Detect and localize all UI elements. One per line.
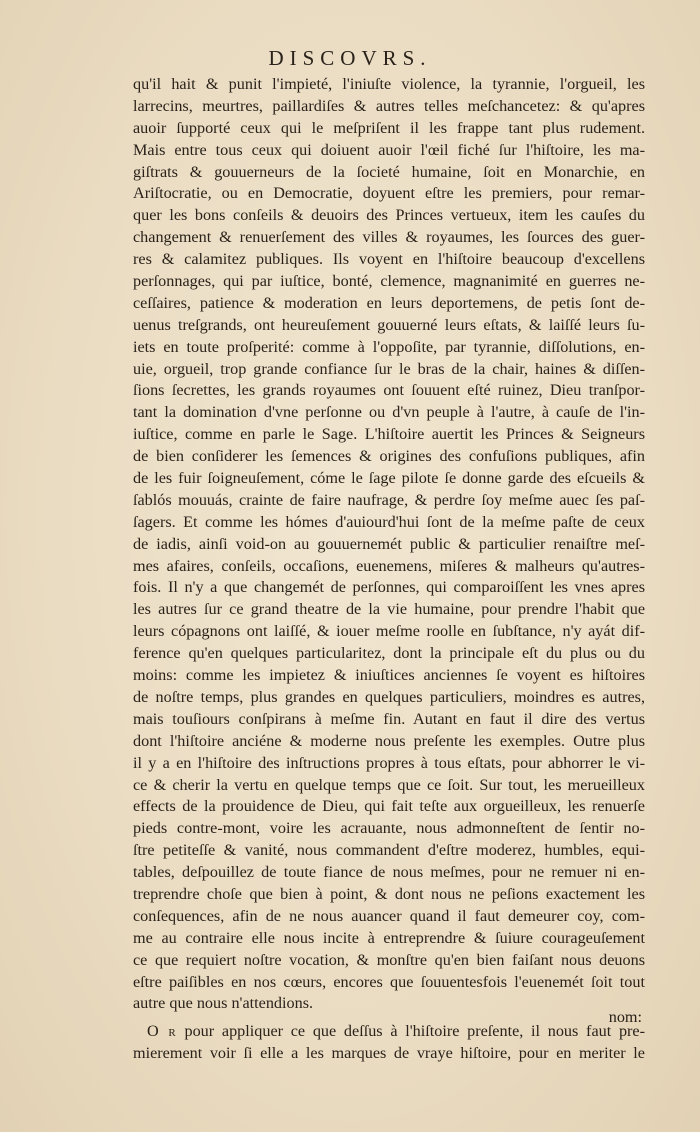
text-line: effects de la prouidence de Dieu, qui fait teſte aux orgueilleux, les renuerſe [133,797,645,816]
text-line: tables, deſpouillez de toute fiance de nous meſmes, pour ne remuer ni en- [133,863,645,882]
text-line: les autres ſur ce grand theatre de la vie humaine, pour prendre l'habit que [133,600,645,619]
text-line: ceſſaires, patience & moderation en leurs deportemens, de petis ſont de- [133,293,645,312]
text-line: uie, orgueil, trop grande confiance ſur le bras de la chair, haines & diſſen- [133,359,645,378]
text-line: ce que requiert noſtre vocation, & monſtre qu'en bien faiſant nous deuons [133,950,645,969]
text-line: dont l'hiſtoire anciéne & moderne nous preſente les exemples. Outre plus [133,731,645,750]
text-line: perſonnages, qui par iuſtice, bonté, clemence, magnanimité en guerres ne- [133,272,645,291]
text-line: leurs cópagnons ont laiſſé, & iouer meſme roolle en ſubſtance, n'y ayát dif- [133,622,645,641]
text-line-rest: pour appliquer ce que deſſus à l'hiſtoire preſente, il nous faut pre- [176,1022,646,1041]
text-line: tant la domination d'vne perſonne ou d'vn peuple à l'autre, à cauſe de l'in- [133,403,645,422]
page-body [133,74,645,1065]
text-line: treprendre choſe que bien à point, & dont nous ne peſions exactement les [133,884,645,903]
text-line: moins: comme les impietez & iniuſtices anciennes ſe voyent es hiſtoires [133,666,645,685]
catchword: nom: [608,1008,642,1026]
text-line: eſtre paiſibles en nos cœurs, encores que ſouuentesfois l'euenemét ſoit tout [133,972,645,991]
text-line: de bien conſiderer les ſemences & origines des confuſions publiques, afin [133,447,645,466]
text-line: fois. Il n'y a que changemét de perſonnes, qui comparoiſſent les vnes apres [133,578,645,597]
text-line: Ariſtocratie, ou en Democratie, doyuent eſtre les premiers, pour remar- [133,184,645,203]
text-line: de les fuir ſoigneuſement, cóme le ſage pilote ſe donne garde des eſcueils & [133,469,645,488]
text-line: ſions ſecrettes, les grands royaumes ont ſouuent eſté ruinez, Dieu tranſpor- [133,381,645,400]
text-line: qu'il hait & punit l'impieté, l'iniuſte violence, la tyrannie, l'orgueil, les [133,75,645,93]
text-line: pieds contre-mont, voire les acrauante, nous admonneſtent de ſentir no- [133,819,645,838]
text-line: Mais entre tous ceux qui doiuent auoir l'œil fiché ſur l'hiſtoire, les ma- [133,140,645,159]
text-line: de iadis, ainſi void-on au gouuernemét public & particulier renaiſtre meſ- [133,534,645,553]
running-title: DISCOVRS. [268,46,432,70]
paragraph-1 [133,74,645,1015]
text-line: uenus treſgrands, ont heureuſement gouuerné leurs eſtats, & laiſſé leurs ſu- [133,315,645,334]
text-line: ſagers. Et comme les hómes d'auiourd'hui ſont de la meſme paſte de ceux [133,512,645,531]
text-line: ſablós mouuás, crainte de faire naufrage, & perdre ſoy meſme auec ſes paſ- [133,490,645,509]
text-line: larrecins, meurtres, paillardiſes & autres telles meſchancetez: & qu'apres [133,96,645,115]
paragraph-initial: O r [147,1022,177,1041]
text-line: mais touſiours conſpirans à meſme fin. Autant en faut il dire des vertus [133,709,645,728]
paragraph-2 [133,1021,645,1065]
text-line: conſequences, afin de ne nous auancer quand il faut demeurer coy, com- [133,906,645,925]
text-line: auoir ſupporté ceux qui le meſpriſent il les frappe tant plus rudement. [133,118,645,137]
text-line: ſtre petiteſſe & vanité, nous commandent d'eſtre moderez, humbles, equi- [133,841,645,860]
text-line: il y a en l'hiſtoire des inſtructions propres à tous eſtats, pour abhorrer le vi- [133,753,645,772]
text-line: me au contraire elle nous incite à entreprendre & ſuiure courageuſement [133,928,645,947]
text-line: ce & cherir la vertu en quelque temps que ce ſoit. Sur tout, les merueilleux [133,775,645,794]
text-line: ference qu'en quelques particularitez, dont la principale eſt du plus ou du [133,644,645,663]
text-line: mes afaires, conſeils, occaſions, euenemens, miſeres & malheurs qu'autres- [133,556,645,575]
text-line: iets en toute proſperité: comme à l'oppoſite, par tyrannie, diſſolutions, en- [133,337,645,356]
text-line: res & calamitez publiques. Ils voyent en l'hiſtoire beaucoup d'excellens [133,250,645,269]
text-line: autre que nous n'attendions. [133,994,314,1013]
text-line: iuſtice, comme en parle le Sage. L'hiſtoire auertit les Princes & Seigneurs [133,425,645,444]
text-line: de noſtre temps, plus grandes en quelques particuliers, moindres es autres, [133,687,645,706]
text-line [133,1021,645,1043]
text-line: changement & renuerſement des villes & royaumes, les ſources des guer- [133,228,645,247]
text-line: quer les bons conſeils & deuoirs des Princes vertueux, item les cauſes du [133,206,645,225]
text-line: giſtrats & gouuerneurs de la ſocieté humaine, ſoit en Monarchie, en [133,162,645,181]
text-line: mierement voir ſi elle a les marques de vraye hiſtoire, pour en meriter le [133,1044,645,1063]
